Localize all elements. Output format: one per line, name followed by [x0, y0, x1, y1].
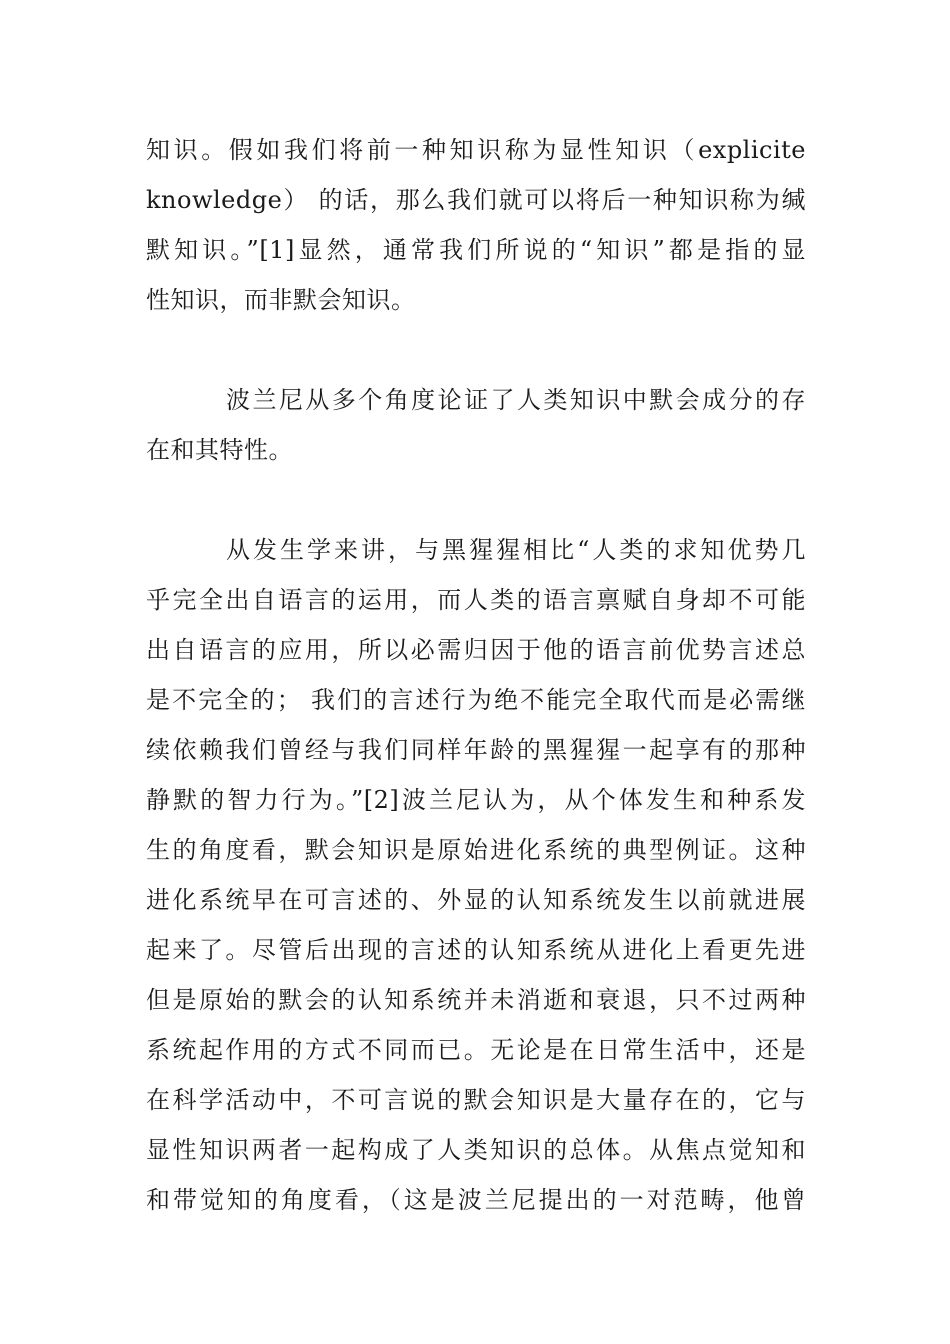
- paragraph-3-line-6: 静默的智力行为。”[2]波兰尼认为，从个体发生和种系发: [146, 786, 806, 814]
- paragraph-1-line-1: 知识。假如我们将前一种知识称为显性知识（explicite: [146, 136, 806, 164]
- paragraph-2-line-1: 波兰尼从多个角度论证了人类知识中默会成分的存: [226, 386, 806, 414]
- paragraph-3-line-1: 从发生学来讲，与黑猩猩相比“人类的求知优势几: [226, 536, 806, 564]
- paragraph-3-line-3: 出自语言的应用，所以必需归因于他的语言前优势言述总: [146, 636, 806, 664]
- paragraph-2-line-2: 在和其特性。: [146, 436, 293, 464]
- paragraph-3-line-12: 在科学活动中，不可言说的默会知识是大量存在的，它与: [146, 1086, 806, 1114]
- paragraph-3-line-7: 生的角度看，默会知识是原始进化系统的典型例证。这种: [146, 836, 806, 864]
- paragraph-3-line-9: 起来了。尽管后出现的言述的认知系统从进化上看更先进: [146, 936, 806, 964]
- paragraph-1-line-2: knowledge） 的话，那么我们就可以将后一种知识称为缄: [146, 186, 806, 214]
- paragraph-3-line-13: 显性知识两者一起构成了人类知识的总体。从焦点觉知和: [146, 1136, 806, 1164]
- paragraph-1-line-3: 默知识。”[1]显然，通常我们所说的“知识”都是指的显: [146, 236, 806, 264]
- paragraph-3-line-8: 进化系统早在可言述的、外显的认知系统发生以前就进展: [146, 886, 806, 914]
- paragraph-3-line-14: 和带觉知的角度看，（这是波兰尼提出的一对范畴，他曾: [146, 1186, 806, 1214]
- paragraph-3-line-5: 续依赖我们曾经与我们同样年龄的黑猩猩一起享有的那种: [146, 736, 806, 764]
- paragraph-3-line-2: 乎完全出自语言的运用，而人类的语言禀赋自身却不可能: [146, 586, 806, 614]
- paragraph-3-line-10: 但是原始的默会的认知系统并未消逝和衰退，只不过两种: [146, 986, 806, 1014]
- paragraph-3-line-11: 系统起作用的方式不同而已。无论是在日常生活中，还是: [146, 1036, 806, 1064]
- paragraph-1-line-4: 性知识，而非默会知识。: [146, 286, 416, 314]
- paragraph-3-line-4: 是不完全的； 我们的言述行为绝不能完全取代而是必需继: [146, 686, 806, 714]
